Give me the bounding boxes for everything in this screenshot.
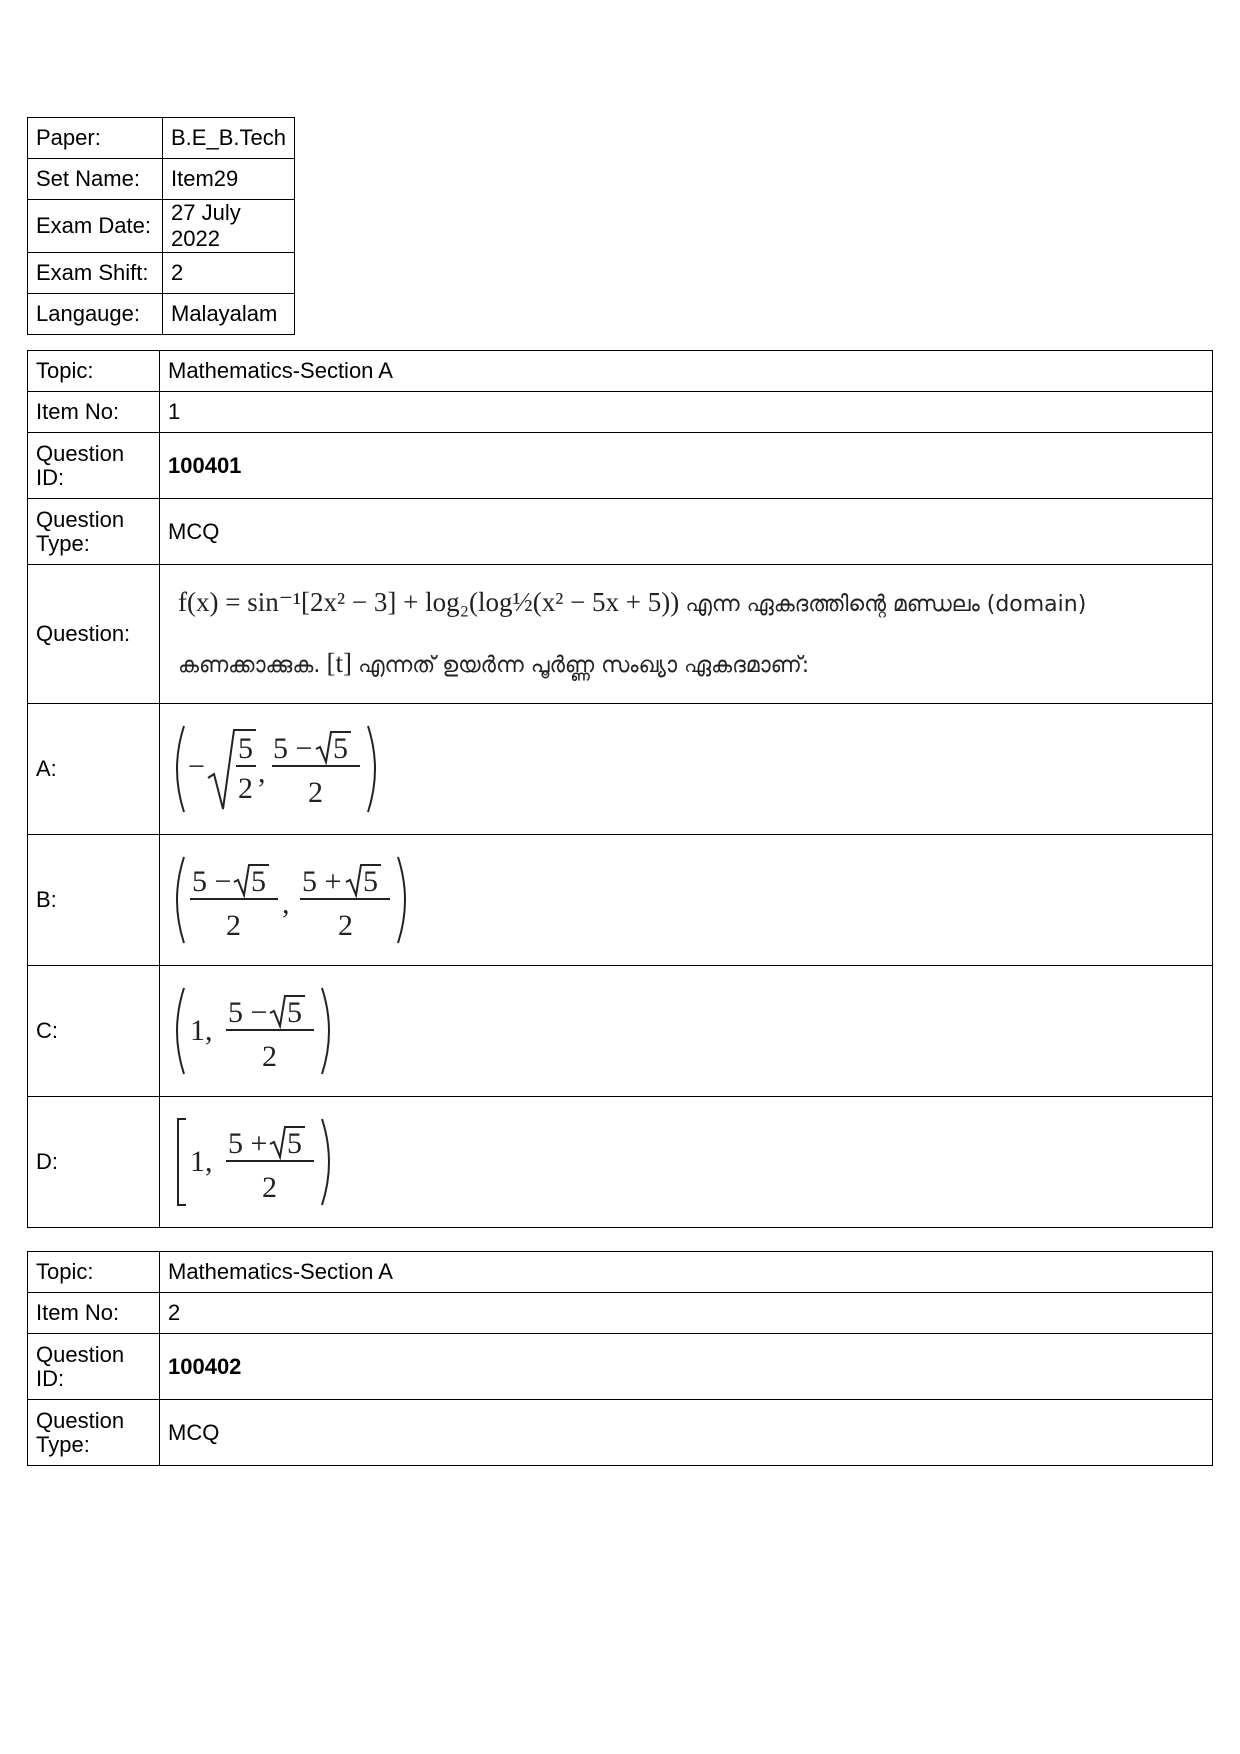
item-no-value: 1 (160, 392, 1213, 433)
question-type-value: MCQ (160, 499, 1213, 565)
svg-text:2: 2 (262, 1171, 277, 1204)
meta-label: Exam Shift: (28, 253, 163, 294)
svg-text:5: 5 (333, 732, 348, 765)
svg-text:1,: 1, (190, 1145, 213, 1178)
option-label: D: (28, 1097, 160, 1228)
svg-text:5: 5 (238, 732, 253, 765)
question-text: കണക്കാക്കുക. (178, 653, 321, 678)
exam-meta-table (27, 117, 295, 335)
question-formula: f(x) = sin⁻¹[2x² − 3] + log₂(log½(x² − 5x + 5)) (178, 587, 680, 617)
question-type-row (28, 499, 1213, 565)
question-type-row (28, 1400, 1213, 1466)
item-no-value: 2 (160, 1293, 1213, 1334)
svg-text:5: 5 (287, 1127, 302, 1160)
field-label: Question ID: (28, 433, 160, 499)
svg-text:5 +: 5 + (228, 1127, 268, 1160)
meta-row-language (28, 294, 295, 335)
question-table-2 (27, 1251, 1213, 1466)
option-value (160, 835, 1213, 966)
meta-value: B.E_B.Tech (163, 118, 295, 159)
topic-value: Mathematics-Section A (160, 351, 1213, 392)
question-text: എന്നത് ഉയർന്ന പൂർണ്ണ സംഖ്യാ ഏകദമാണ്: (358, 653, 810, 678)
meta-row-exam-date (28, 200, 295, 253)
meta-label: Paper: (28, 118, 163, 159)
option-row-d (28, 1097, 1213, 1228)
svg-text:5: 5 (251, 865, 266, 898)
meta-label: Langauge: (28, 294, 163, 335)
option-c-formula (168, 976, 388, 1086)
field-label: Item No: (28, 392, 160, 433)
field-label: Question Type: (28, 499, 160, 565)
option-row-b (28, 835, 1213, 966)
option-label: A: (28, 704, 160, 835)
item-no-row (28, 1293, 1213, 1334)
svg-text:,: , (258, 756, 266, 789)
field-label: Question: (28, 565, 160, 704)
question-line-1 (168, 573, 1204, 634)
svg-text:2: 2 (238, 772, 253, 805)
option-d-formula (168, 1107, 388, 1217)
meta-value: 2 (163, 253, 295, 294)
field-label: Question ID: (28, 1334, 160, 1400)
svg-text:5: 5 (287, 996, 302, 1029)
svg-text:−: − (188, 750, 205, 783)
option-row-c (28, 966, 1213, 1097)
meta-label: Exam Date: (28, 200, 163, 253)
svg-text:2: 2 (262, 1040, 277, 1073)
field-label: Question Type: (28, 1400, 160, 1466)
svg-text:1,: 1, (190, 1014, 213, 1047)
meta-row-exam-shift (28, 253, 295, 294)
option-b-formula (168, 845, 468, 955)
svg-text:5 −: 5 − (228, 996, 268, 1029)
question-table-1 (27, 350, 1213, 1228)
topic-value: Mathematics-Section A (160, 1252, 1213, 1293)
option-label: B: (28, 835, 160, 966)
option-row-a (28, 704, 1213, 835)
option-label: C: (28, 966, 160, 1097)
meta-label: Set Name: (28, 159, 163, 200)
field-label: Topic: (28, 351, 160, 392)
topic-row (28, 351, 1213, 392)
field-label: Topic: (28, 1252, 160, 1293)
svg-text:5 −: 5 − (273, 732, 313, 765)
question-type-value: MCQ (160, 1400, 1213, 1466)
item-no-row (28, 392, 1213, 433)
field-label: Item No: (28, 1293, 160, 1334)
option-value (160, 1097, 1213, 1228)
question-row (28, 565, 1213, 704)
question-id-row (28, 1334, 1213, 1400)
svg-text:2: 2 (338, 909, 353, 942)
svg-text:2: 2 (226, 909, 241, 942)
svg-text:5: 5 (363, 865, 378, 898)
svg-text:5 −: 5 − (192, 865, 232, 898)
question-formula: [t] (326, 648, 352, 678)
question-id-value: 100402 (160, 1334, 1213, 1400)
question-id-value: 100401 (160, 433, 1213, 499)
question-id-row (28, 433, 1213, 499)
svg-text:2: 2 (308, 776, 323, 809)
meta-value: 27 July 2022 (163, 200, 295, 253)
meta-value: Item29 (163, 159, 295, 200)
question-line-2 (168, 634, 1204, 695)
option-value (160, 966, 1213, 1097)
topic-row (28, 1252, 1213, 1293)
question-text: എന്ന ഏകദത്തിന്റെ മണ്ഡലം (domain) (685, 592, 1087, 617)
question-body (160, 565, 1213, 704)
meta-value: Malayalam (163, 294, 295, 335)
meta-row-paper (28, 118, 295, 159)
svg-text:,: , (282, 887, 290, 920)
option-a-formula (168, 714, 428, 824)
option-value (160, 704, 1213, 835)
meta-row-set-name (28, 159, 295, 200)
svg-text:5 +: 5 + (302, 865, 342, 898)
